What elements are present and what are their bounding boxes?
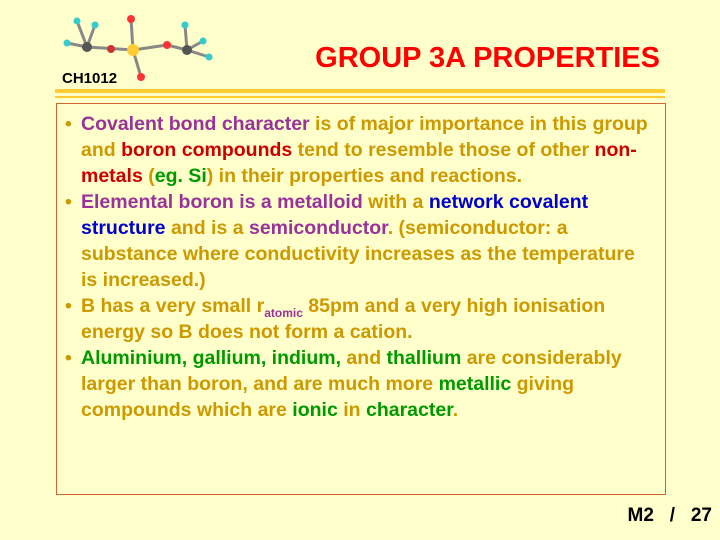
highlight-text: Covalent bond character — [81, 113, 310, 135]
highlight-text: eg. Si — [154, 165, 207, 187]
bullet-dot: • — [65, 295, 72, 317]
highlight-text: ionic — [292, 399, 338, 421]
bullet-heavier-elements — [65, 345, 655, 423]
bullet-elemental-boron — [65, 189, 655, 293]
highlight-text: Elemental boron is a metalloid — [81, 191, 363, 213]
title-rule-thick — [55, 89, 665, 93]
body-text: are considerably larger than boron, and are much more — [81, 347, 622, 395]
body-text: ( — [142, 165, 155, 187]
body-text: and is a — [165, 217, 249, 239]
body-text: 85pm and a very high ionisation energy so B does not form a cation. — [81, 295, 606, 343]
highlight-text: thallium — [386, 347, 462, 369]
highlight-text: network covalent structure — [81, 191, 589, 239]
subscript-atomic: atomic — [264, 306, 303, 320]
bullet-dot: • — [65, 347, 72, 369]
body-text: giving compounds which are — [81, 373, 575, 421]
body-text: . (semiconductor: a substance where conductivity increases as the temperature is increased.) — [81, 217, 635, 291]
highlight-text: boron compounds — [121, 139, 293, 161]
title-rule-thin — [55, 96, 665, 98]
bullet-dot: • — [65, 113, 72, 135]
body-text: ) in their properties and reactions. — [206, 165, 523, 187]
bullet-dot: • — [65, 191, 72, 213]
bullet-boron-radius — [65, 293, 655, 345]
highlight-text: character — [365, 399, 453, 421]
content-box — [56, 103, 666, 495]
body-text: with a — [362, 191, 429, 213]
highlight-text: non-metals — [81, 139, 637, 187]
highlight-text: semiconductor — [248, 217, 388, 239]
page-number: M2 / 27 — [627, 505, 712, 526]
body-text: in — [337, 399, 366, 421]
body-text: and — [341, 347, 387, 369]
body-text: B has a very small r — [81, 295, 265, 317]
bullet-covalent-character — [65, 111, 655, 189]
highlight-text: metallic — [438, 373, 512, 395]
body-text: . — [452, 399, 459, 421]
body-text: tend to resemble those of other — [292, 139, 595, 161]
body-text: is of major importance in this group and — [81, 113, 648, 161]
course-code: CH1012 — [62, 70, 118, 87]
highlight-text: Aluminium, gallium, indium, — [81, 347, 342, 369]
page-title: GROUP 3A PROPERTIES — [315, 42, 660, 74]
